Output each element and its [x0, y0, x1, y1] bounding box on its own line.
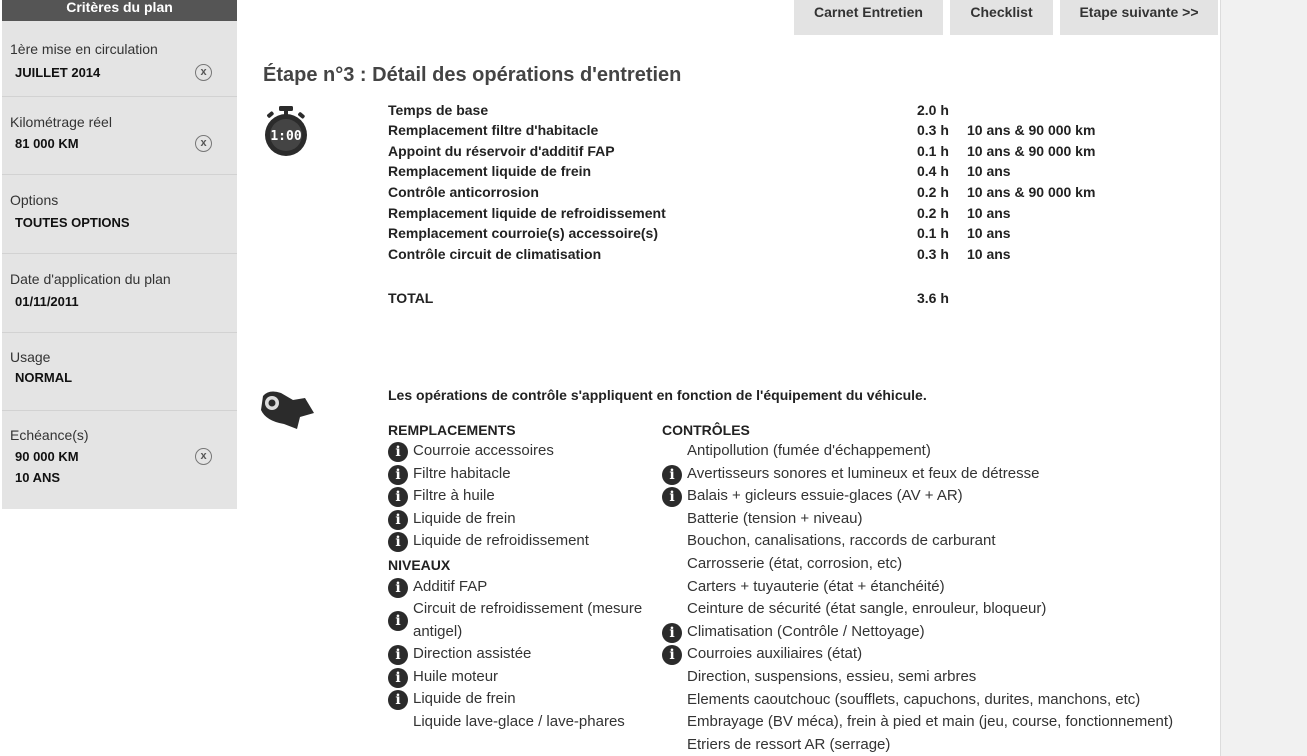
- tool-icon: [257, 388, 315, 432]
- info-icon[interactable]: i: [388, 465, 408, 485]
- list-item-label: Avertisseurs sonores et lumineux et feux de détresse: [687, 464, 1040, 482]
- list-item-label: Elements caoutchouc (soufflets, capuchons, durites, manchons, etc): [687, 690, 1141, 708]
- sidebar-header: Critères du plan: [2, 0, 237, 21]
- operation-time: 2.0 h: [917, 102, 949, 118]
- info-icon[interactable]: i: [388, 487, 408, 507]
- criterion-label: 1ère mise en circulation: [10, 41, 158, 57]
- right-margin-panel: [1220, 0, 1307, 756]
- list-item-label: Filtre à huile: [413, 487, 495, 504]
- equipment-note: Les opérations de contrôle s'appliquent en fonction de l'équipement du véhicule.: [388, 387, 927, 403]
- list-item-label: Direction, suspensions, essieu, semi arbres: [687, 668, 977, 685]
- criterion-block: [2, 332, 237, 411]
- checklist-button[interactable]: Checklist: [950, 0, 1053, 35]
- criterion-value: 81 000 KM: [15, 136, 79, 151]
- info-icon[interactable]: i: [388, 532, 408, 552]
- criterion-value: JUILLET 2014: [15, 65, 101, 80]
- criterion-block: [2, 253, 237, 333]
- operation-name: Remplacement filtre d'habitacle: [388, 122, 599, 138]
- list-item-label: Carrosserie (état, corrosion, etc): [687, 555, 903, 572]
- criterion-value: 10 ANS: [15, 470, 61, 485]
- controles-header: CONTRÔLES: [662, 422, 750, 438]
- operation-interval: 10 ans: [967, 163, 1011, 179]
- list-item-label: Batterie (tension + niveau): [687, 509, 863, 527]
- operation-time: 0.3 h: [917, 246, 949, 262]
- operation-time: 0.2 h: [917, 205, 949, 221]
- list-item-label: Antipollution (fumée d'échappement): [687, 442, 931, 459]
- criterion-value: 01/11/2011: [15, 294, 79, 309]
- criterion-label: Usage: [10, 349, 51, 365]
- list-item-label: Huile moteur: [413, 668, 499, 685]
- criterion-label: Kilométrage réel: [10, 114, 112, 130]
- list-item-label: Etriers de ressort AR (serrage): [687, 735, 891, 753]
- total-time: 3.6 h: [917, 290, 949, 306]
- info-icon[interactable]: i: [662, 645, 682, 665]
- carnet-entretien-button[interactable]: Carnet Entretien: [794, 0, 943, 35]
- criterion-value: NORMAL: [15, 370, 73, 385]
- list-item-label: Liquide de frein: [413, 510, 516, 527]
- list-item-label: Circuit de refroidissement (mesure: [413, 600, 643, 617]
- clear-criterion-icon[interactable]: x: [195, 64, 212, 81]
- stopwatch-icon: [263, 106, 309, 158]
- operation-time: 0.2 h: [917, 184, 949, 200]
- criterion-label: Options: [10, 192, 59, 208]
- list-item-label: Ceinture de sécurité (état sangle, enrouleur, bloqueur): [687, 600, 1047, 618]
- criterion-label: Echéance(s): [10, 427, 89, 443]
- operation-time: 0.1 h: [917, 143, 949, 159]
- operation-name: Contrôle anticorrosion: [388, 184, 539, 200]
- operation-time: 0.4 h: [917, 163, 949, 179]
- criterion-label: Date d'application du plan: [10, 271, 171, 287]
- list-item-label: Liquide lave-glace / lave-phares: [413, 713, 625, 730]
- operation-time: 0.3 h: [917, 122, 949, 138]
- operation-interval: 10 ans & 90 000 km: [967, 143, 1096, 159]
- info-icon[interactable]: i: [388, 578, 408, 598]
- info-icon[interactable]: i: [388, 645, 408, 665]
- info-icon[interactable]: i: [388, 611, 408, 631]
- list-item-label: Filtre habitacle: [413, 465, 511, 482]
- list-item-label: Balais + gicleurs essuie-glaces (AV + AR): [687, 487, 963, 505]
- next-step-button[interactable]: Etape suivante >>: [1060, 0, 1218, 35]
- criterion-value: 90 000 KM: [15, 449, 79, 464]
- operation-interval: 10 ans: [967, 246, 1011, 262]
- list-item-label: Bouchon, canalisations, raccords de carburant: [687, 532, 996, 550]
- info-icon[interactable]: i: [388, 510, 408, 530]
- operation-time: 0.1 h: [917, 225, 949, 241]
- total-label: TOTAL: [388, 290, 434, 306]
- list-item-label: Embrayage (BV méca), frein à pied et main (jeu, course, fonctionnement): [687, 713, 1174, 731]
- list-item-label: Additif FAP: [413, 578, 488, 595]
- list-item-label: Courroies auxiliaires (état): [687, 645, 863, 663]
- info-icon[interactable]: i: [388, 668, 408, 688]
- operation-name: Remplacement courroie(s) accessoire(s): [388, 225, 658, 241]
- list-item-label: Carters + tuyauterie (état + étanchéité): [687, 577, 945, 595]
- operation-interval: 10 ans & 90 000 km: [967, 184, 1096, 200]
- info-icon[interactable]: i: [662, 487, 682, 507]
- list-item-label: Courroie accessoires: [413, 442, 554, 459]
- clear-criterion-icon[interactable]: x: [195, 135, 212, 152]
- criterion-value: TOUTES OPTIONS: [15, 215, 130, 230]
- info-icon[interactable]: i: [662, 465, 682, 485]
- operation-interval: 10 ans: [967, 225, 1011, 241]
- list-item-label: Liquide de frein: [413, 690, 516, 707]
- info-icon[interactable]: i: [388, 690, 408, 710]
- operation-name: Remplacement liquide de frein: [388, 163, 592, 179]
- info-icon[interactable]: i: [388, 442, 408, 462]
- list-item-label: Climatisation (Contrôle / Nettoyage): [687, 622, 925, 640]
- operation-interval: 10 ans & 90 000 km: [967, 122, 1096, 138]
- criterion-block: [2, 96, 237, 175]
- operation-name: Remplacement liquide de refroidissement: [388, 205, 666, 221]
- operation-name: Temps de base: [388, 102, 489, 118]
- criterion-block: [2, 410, 237, 509]
- list-item-label: Direction assistée: [413, 645, 532, 662]
- stopwatch-text: 1:00: [270, 129, 302, 144]
- list-item-label-continued: antigel): [413, 623, 463, 640]
- page-title: Étape n°3 : Détail des opérations d'entretien: [263, 64, 682, 86]
- info-icon[interactable]: i: [662, 623, 682, 643]
- criterion-block: [2, 21, 237, 97]
- niveaux-header: NIVEAUX: [388, 557, 451, 573]
- operation-name: Contrôle circuit de climatisation: [388, 246, 602, 262]
- clear-criterion-icon[interactable]: x: [195, 448, 212, 465]
- criteria-sidebar: [2, 0, 237, 509]
- operation-name: Appoint du réservoir d'additif FAP: [388, 143, 615, 159]
- remplacements-header: REMPLACEMENTS: [388, 422, 516, 438]
- operation-interval: 10 ans: [967, 205, 1011, 221]
- criterion-block: [2, 174, 237, 254]
- list-item-label: Liquide de refroidissement: [413, 532, 589, 549]
